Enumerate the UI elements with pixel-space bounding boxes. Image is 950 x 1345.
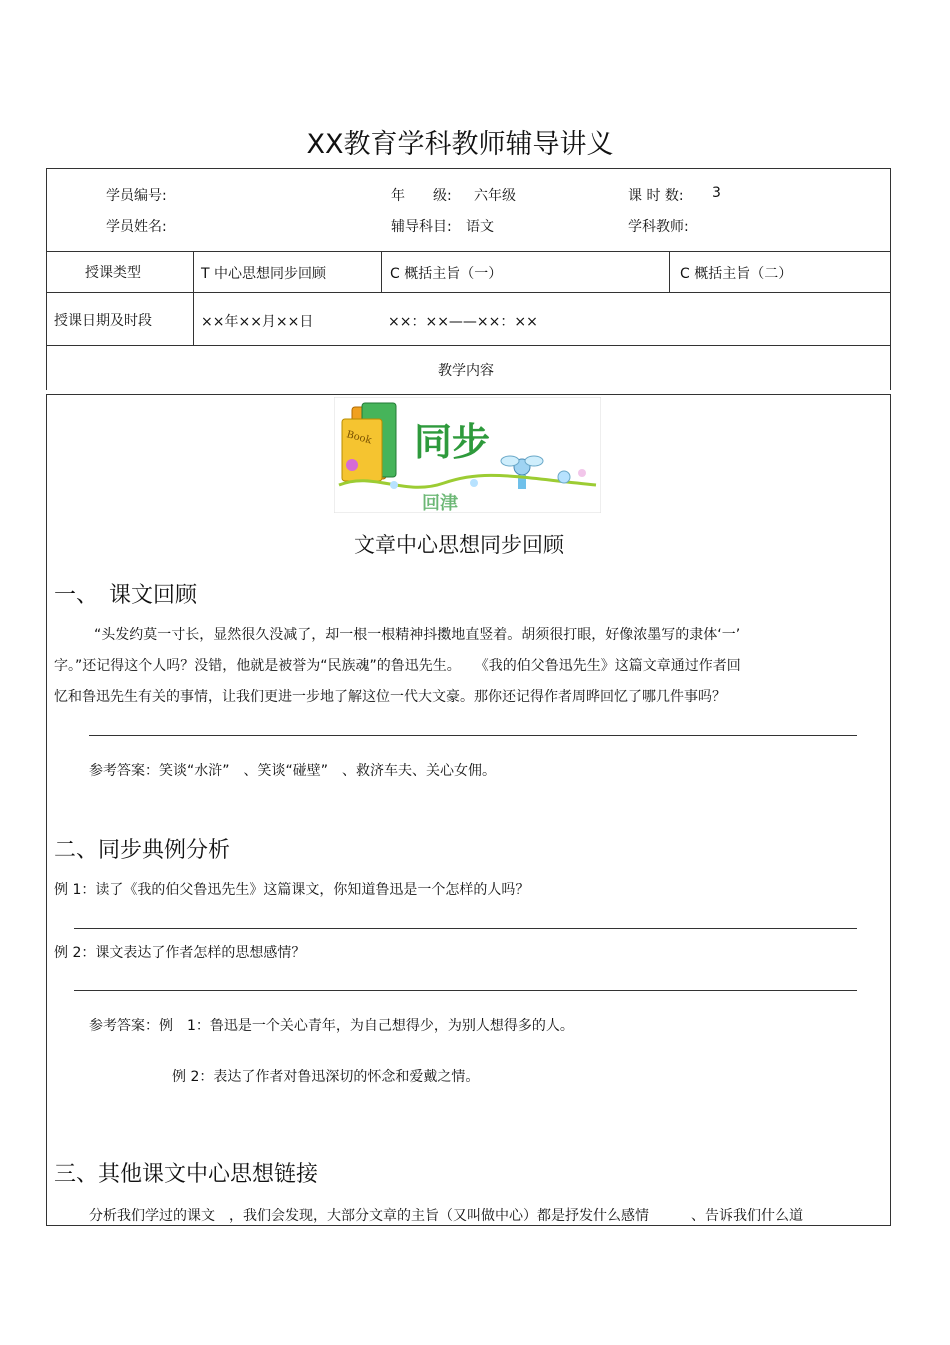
answer-line xyxy=(74,990,857,991)
sec3-heading: 三、其他课文中心思想链接 xyxy=(54,1162,319,1187)
sec1-answer: 参考答案：笑谈“水浒” 、笑谈“碰壁” 、救济车夫、关心女佣。 xyxy=(89,763,497,779)
logo-sub-text: 回津 xyxy=(422,493,458,513)
sec1-heading: 一、 课文回顾 xyxy=(54,583,198,608)
sync-review-logo xyxy=(334,397,601,513)
subject-value: 语文 xyxy=(466,219,494,235)
content-box xyxy=(46,394,891,1226)
sec1-paragraph-line2: 字。”还记得这个人吗？没错，他就是被誉为“民族魂”的鲁迅先生。 《我的伯父鲁迅先生》这篇文章通过作者回 xyxy=(54,658,741,674)
schedule-date: ××年××月××日 xyxy=(201,314,314,330)
sec1-paragraph-line3: 忆和鲁迅先生有关的事情，让我们更进一步地了解这位一代大文豪。那你还记得作者周晔回忆了哪几件事吗？ xyxy=(54,689,726,705)
answer-line xyxy=(89,735,857,736)
sec2-answer-1: 参考答案：例 1：鲁迅是一个关心青年，为自己想得少，为别人想得多的人。 xyxy=(89,1018,574,1034)
example-1: 例 1：读了《我的伯父鲁迅先生》这篇课文，你知道鲁迅是一个怎样的人吗？ xyxy=(54,882,530,898)
page-title: XX教育学科教师辅导讲义 xyxy=(306,129,614,160)
book-label: Book xyxy=(345,429,373,447)
schedule-time: ××：××——××：×× xyxy=(388,314,538,330)
student-name-label: 学员姓名: xyxy=(106,219,167,235)
sec2-heading: 二、同步典例分析 xyxy=(54,838,231,863)
sec3-paragraph-line1: 分析我们学过的课文 ，我们会发现，大部分文章的主旨（又叫做中心）都是抒发什么感情 、告诉我们什么道 xyxy=(89,1208,803,1224)
answer-line xyxy=(74,928,857,929)
example-2: 例 2：课文表达了作者怎样的思想感情？ xyxy=(54,945,306,961)
course-type-label: 授课类型 xyxy=(85,265,141,281)
content-header: 教学内容 xyxy=(438,363,494,379)
hours-label: 课 时 数: xyxy=(628,188,684,204)
teacher-label: 学科教师: xyxy=(628,219,689,235)
sec1-paragraph-line1: “头发约莫一寸长，显然很久没减了，却一根一根精神抖擞地直竖着。胡须很打眼，好像浓墨写的隶体‘一’ xyxy=(94,627,741,643)
logo-main-text: 同步 xyxy=(414,420,491,464)
course-type-1: T 中心思想同步回顾 xyxy=(201,266,327,282)
grade-label: 年 级: xyxy=(391,188,452,204)
grade-value: 六年级 xyxy=(474,188,516,204)
hours-value: 3 xyxy=(712,185,721,201)
section-title: 文章中心思想同步回顾 xyxy=(354,533,564,557)
subject-label: 辅导科目: xyxy=(391,219,452,235)
student-id-label: 学员编号: xyxy=(106,188,167,204)
sec2-answer-2: 例 2：表达了作者对鲁迅深切的怀念和爱戴之情。 xyxy=(172,1069,480,1085)
course-type-2: C 概括主旨（一） xyxy=(390,266,503,282)
course-type-3: C 概括主旨（二） xyxy=(680,266,793,282)
schedule-label: 授课日期及时段 xyxy=(54,313,152,329)
